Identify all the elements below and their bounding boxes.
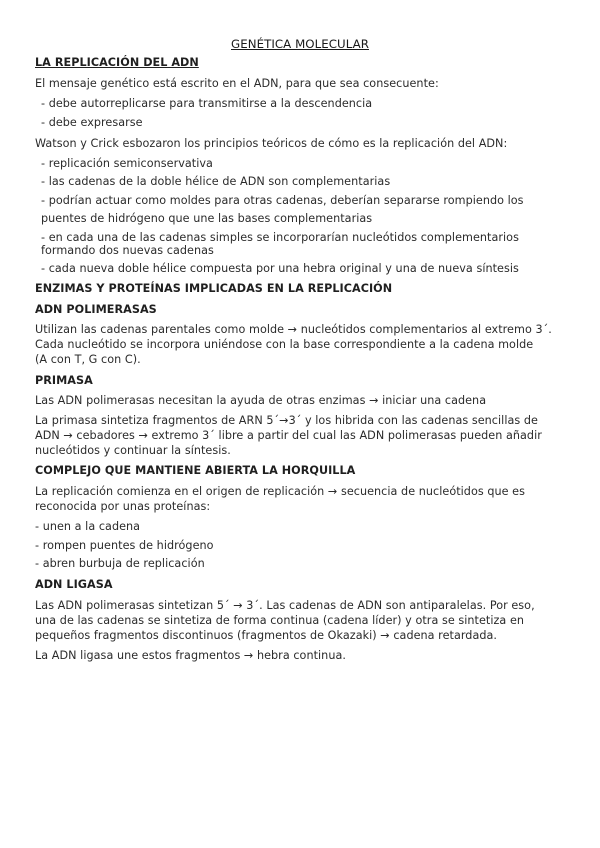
list-item: - debe expresarse (41, 116, 143, 129)
subheading-adn-polimerasas: ADN POLIMERASAS (35, 303, 157, 316)
section-heading-enzymes: ENZIMAS Y PROTEÍNAS IMPLICADAS EN LA REPLICACIÓN (35, 282, 393, 295)
list-item-continuation: puentes de hidrógeno que une las bases complementarias (41, 212, 373, 225)
list-item: - rompen puentes de hidrógeno (35, 539, 214, 552)
subheading-adn-ligasa: ADN LIGASA (35, 578, 113, 591)
list-item: - replicación semiconservativa (41, 157, 213, 170)
paragraph-line: una de las cadenas se sintetiza de forma continua (cadena líder) y otra se sintetiza en (35, 614, 525, 627)
list-item: - unen a la cadena (35, 520, 141, 533)
subheading-horquilla: COMPLEJO QUE MANTIENE ABIERTA LA HORQUILLA (35, 464, 356, 477)
list-item: - debe autorreplicarse para transmitirse a la descendencia (41, 97, 373, 110)
paragraph: El mensaje genético está escrito en el ADN, para que sea consecuente: (35, 77, 439, 90)
paragraph-line: Las ADN polimerasas sintetizan 5´ → 3´. Las cadenas de ADN son antiparalelas. Por eso, (35, 599, 535, 612)
list-item-continuation: formando dos nuevas cadenas (41, 244, 214, 257)
list-item: - podrían actuar como moldes para otras cadenas, deberían separarse rompiendo los (41, 194, 524, 207)
paragraph-line: Utilizan las cadenas parentales como molde → nucleótidos complementarios al extremo 3´. (35, 323, 552, 336)
paragraph-line: Cada nucleótido se incorpora uniéndose con la base correspondiente a la cadena molde (35, 338, 534, 351)
list-item: - las cadenas de la doble hélice de ADN son complementarias (41, 175, 391, 188)
list-item: - abren burbuja de replicación (35, 557, 205, 570)
paragraph: Watson y Crick esbozaron los principios teóricos de cómo es la replicación del ADN: (35, 137, 508, 150)
paragraph-line: (A con T, G con C). (35, 353, 141, 366)
paragraph-line: reconocida por unas proteínas: (35, 500, 211, 513)
subheading-primasa: PRIMASA (35, 374, 93, 387)
section-heading-replication: LA REPLICACIÓN DEL ADN (35, 56, 199, 69)
list-item: - en cada una de las cadenas simples se incorporarían nucleótidos complementarios (41, 231, 519, 244)
paragraph: La ADN ligasa une estos fragmentos → hebra continua. (35, 649, 346, 662)
list-item: - cada nueva doble hélice compuesta por una hebra original y una de nueva síntesis (41, 262, 519, 275)
paragraph-line: La replicación comienza en el origen de replicación → secuencia de nucleótidos que es (35, 485, 525, 498)
paragraph-line: nucleótidos y continuar la síntesis. (35, 444, 231, 457)
page-title: GENÉTICA MOLECULAR (231, 37, 369, 51)
paragraph: Las ADN polimerasas necesitan la ayuda de otras enzimas → iniciar una cadena (35, 394, 487, 407)
paragraph-line: ADN → cebadores → extremo 3´ libre a partir del cual las ADN polimerasas pueden añadir (35, 429, 542, 442)
paragraph-line: La primasa sintetiza fragmentos de ARN 5´→3´ y los hibrida con las cadenas sencillas de (35, 414, 538, 427)
paragraph-line: pequeños fragmentos discontinuos (fragmentos de Okazaki) → cadena retardada. (35, 629, 498, 642)
